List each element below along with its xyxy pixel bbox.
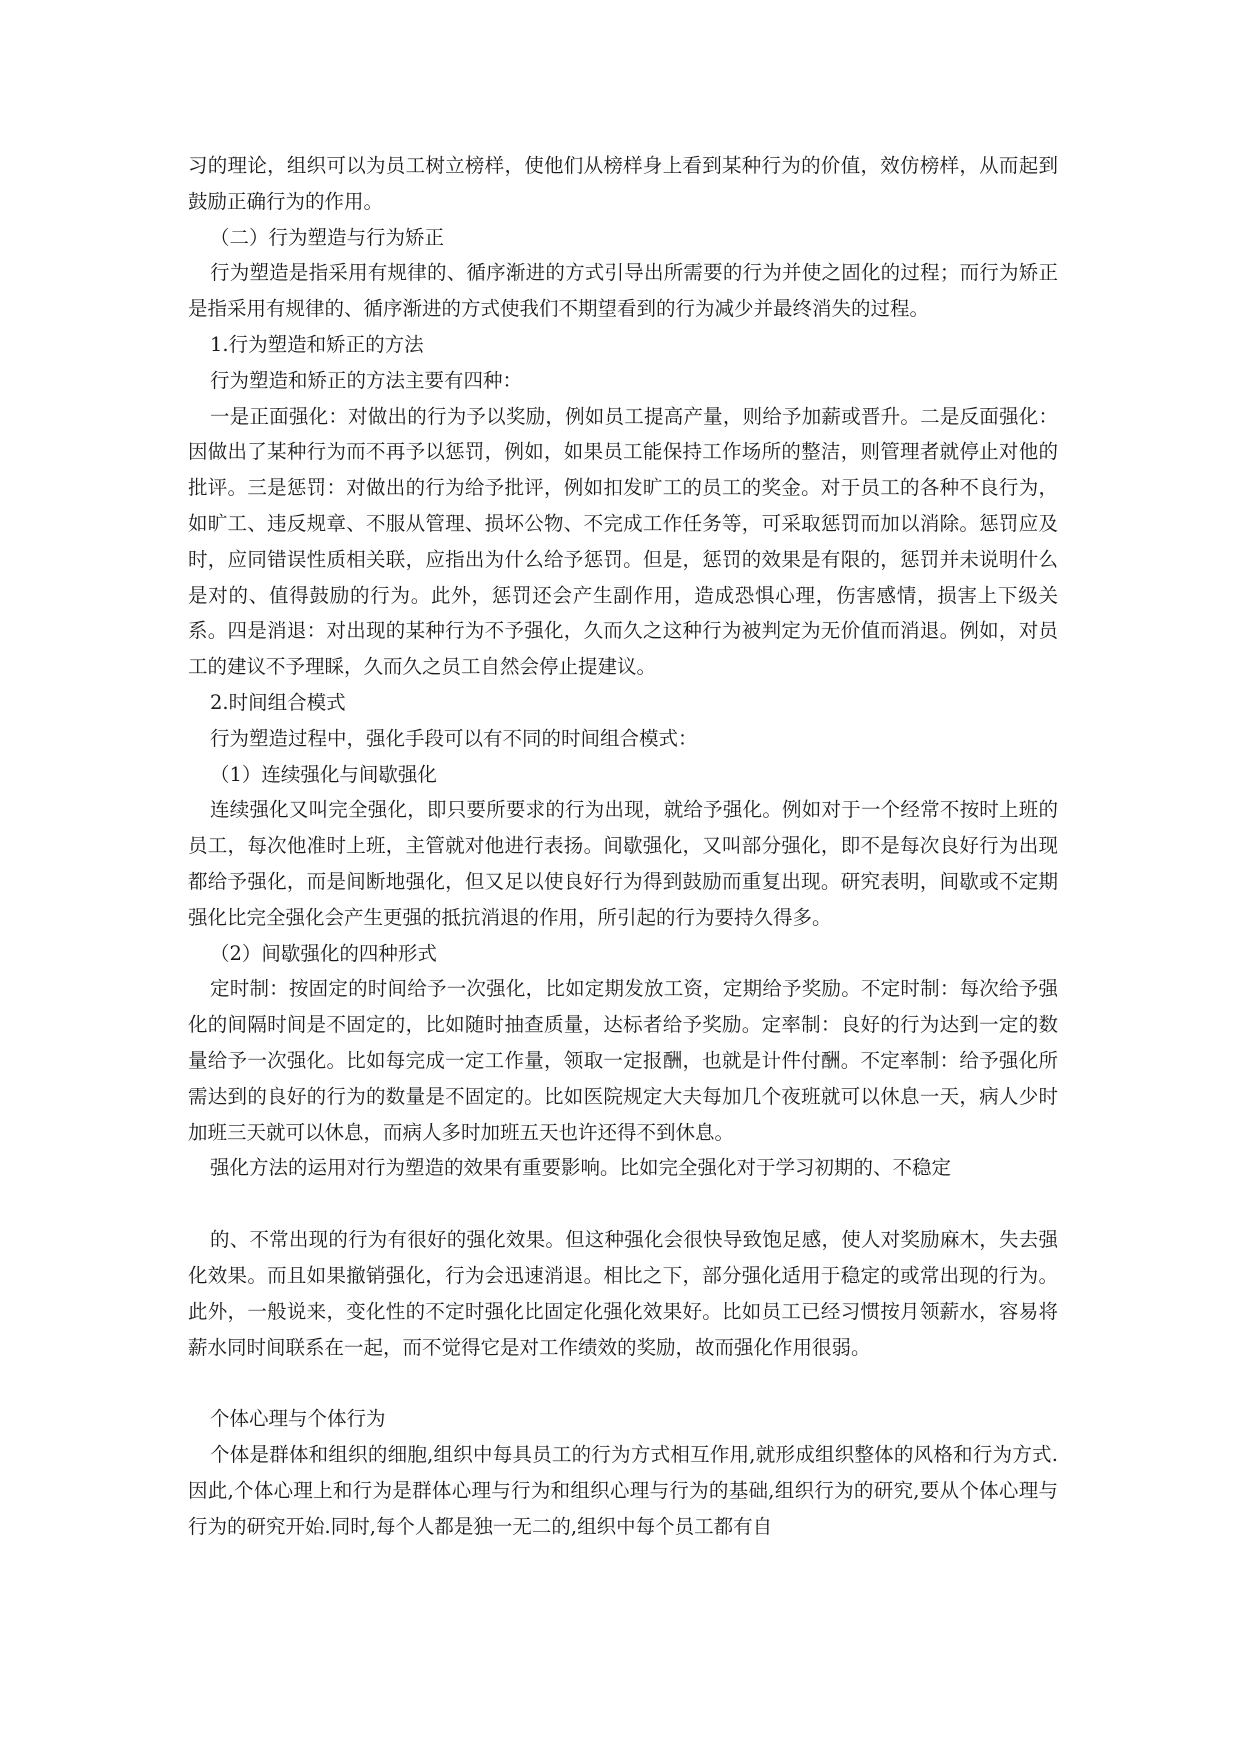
paragraph-four-forms: 定时制：按固定的时间给予一次强化，比如定期发放工资，定期给予奖励。不定时制：每次给予强化的间隔时间是不固定的，比如随时抽查质量，达标者给予奖励。定率制：良好的行为达到一定的数量给予一次强化。比如每完成一定工作量，领取一定报酬，也就是计件付酬。不定率制：给予强化所需达到的良好的行为的数量是不固定的。比如医院规定大夫每加几个夜班就可以休息一天，病人少时加班三天就可以休息，而病人多时加班五天也许还得不到休息。	[188, 977, 1058, 1144]
paragraph-individual: 个体是群体和组织的细胞,组织中每具员工的行为方式相互作用,就形成组织整体的风格和行为方式.因此,个体心理上和行为是群体心理与行为和组织心理与行为的基础,组织行为的研究,要从个体心理与行为的研究开始.同时,每个人都是独一无二的,组织中每个员工都有自	[188, 1443, 1058, 1538]
paragraph-time-patterns-intro: 行为塑造过程中，强化手段可以有不同的时间组合模式：	[210, 726, 698, 750]
section-gap	[188, 1365, 1058, 1401]
page-break-gap	[188, 1186, 1058, 1222]
paragraph-continuous-intermittent: 连续强化又叫完全强化，即只要所要求的行为出现，就给予强化。例如对于一个经常不按时上班的员工，每次他准时上班，主管就对他进行表扬。间歇强化，又叫部分强化，即不是每次良好行为出现都给予强化，而是间断地强化，但又足以使良好行为得到鼓励而重复出现。研究表明，间歇或不定期强化比完全强化会产生更强的抵抗消退的作用，所引起的行为要持久得多。	[188, 798, 1058, 929]
paragraph-reinforcement-usage: 强化方法的运用对行为塑造的效果有重要影响。比如完全强化对于学习初期的、不稳定	[210, 1156, 952, 1180]
subheading-continuous-intermittent: （1）连续强化与间歇强化	[210, 762, 437, 786]
subheading-time-patterns: 2.时间组合模式	[210, 690, 346, 714]
paragraph-shaping-definition: 行为塑造是指采用有规律的、循序渐进的方式引导出所需要的行为并使之固化的过程；而行为矫正是指采用有规律的、循序渐进的方式使我们不期望看到的行为减少并最终消失的过程。	[188, 261, 1058, 321]
paragraph-learning-theory: 习的理论，组织可以为员工树立榜样，使他们从榜样身上看到某种行为的价值，效仿榜样，从而起到鼓励正确行为的作用。	[188, 154, 1058, 213]
section-heading-individual: 个体心理与个体行为	[210, 1407, 386, 1431]
paragraph-reinforcement-continued: 的、不常出现的行为有很好的强化效果。但这种强化会很快导致饱足感，使人对奖励麻木，失去强化效果。而且如果撤销强化，行为会迅速消退。相比之下，部分强化适用于稳定的或常出现的行为。此外，一般说来，变化性的不定时强化比固定化强化效果好。比如员工已经习惯按月领薪水，容易将薪水同时间联系在一起，而不觉得它是对工作绩效的奖励，故而强化作用很弱。	[188, 1228, 1058, 1359]
section-heading-behavior-shaping: （二）行为塑造与行为矫正	[210, 225, 445, 249]
paragraph-four-methods: 一是正面强化：对做出的行为予以奖励，例如员工提高产量，则给予加薪或晋升。二是反面强化：因做出了某种行为而不再予以惩罚，例如，如果员工能保持工作场所的整洁，则管理者就停止对他的批评。三是惩罚：对做出的行为给予批评，例如扣发旷工的员工的奖金。对于员工的各种不良行为，如旷工、违反规章、不服从管理、损坏公物、不完成工作任务等，可采取惩罚而加以消除。惩罚应及时，应同错误性质相关联，应指出为什么给予惩罚。但是，惩罚的效果是有限的，惩罚并未说明什么是对的、值得鼓励的行为。此外，惩罚还会产生副作用，造成恐惧心理，伤害感情，损害上下级关系。四是消退：对出现的某种行为不予强化，久而久之这种行为被判定为无价值而消退。例如，对员工的建议不予理睬，久而久之员工自然会停止提建议。	[188, 404, 1058, 679]
document-page	[188, 148, 1058, 1544]
subheading-four-forms: （2）间歇强化的四种形式	[210, 941, 437, 965]
paragraph-methods-intro: 行为塑造和矫正的方法主要有四种：	[210, 368, 523, 392]
subheading-methods: 1.行为塑造和矫正的方法	[210, 332, 424, 356]
